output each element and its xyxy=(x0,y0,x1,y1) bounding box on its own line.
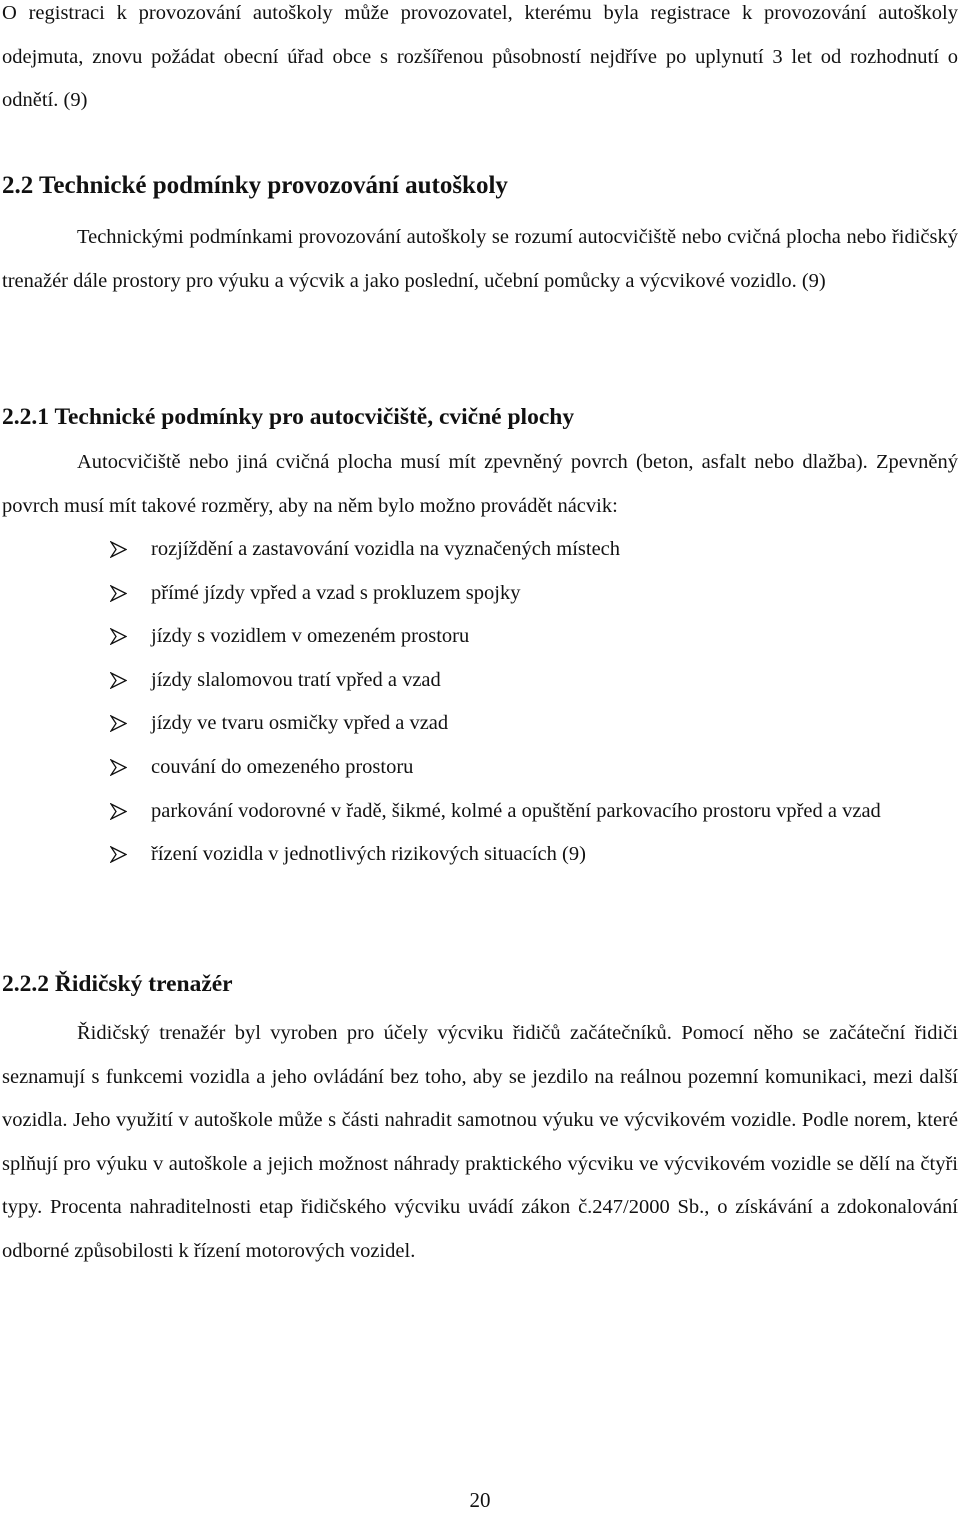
paragraph-intro: O registraci k provozování autoškoly může provozovatel, kterému byla registrace k provozování autoškoly odejmuta, znovu požádat obecní úřad obce s rozšířenou působností nejdříve po uplynutí 3 let od rozhodnutí o odnětí. (9) xyxy=(2,2,958,112)
paragraph-autocviciste: Autocvičiště nebo jiná cvičná plocha musí mít zpevněný povrch (beton, asfalt nebo dlažba). Zpevněný povrch musí mít takové rozměry, aby na něm bylo možno provádět nácvik: xyxy=(2,451,958,517)
list-item xyxy=(110,659,958,703)
list-item xyxy=(110,615,958,659)
heading-2-2: 2.2 Technické podmínky provozování autoškoly xyxy=(2,172,508,199)
page-number: 20 xyxy=(469,1488,491,1512)
list-item-text: parkování vodorovné v řadě, šikmé, kolmé a opuštění parkovacího prostoru vpřed a vzad xyxy=(151,799,881,822)
paragraph-trenazer: Řidičský trenažér byl vyroben pro účely výcviku řidičů začátečníků. Pomocí něho se začáteční řidiči seznamují s funkcemi vozidla a jeho ovládání bez toho, aby se jezdilo na reálnou pozemní komunikaci, mezi další vozidla. Jeho využití v autoškole může s části nahradit samotnou výuku ve výcvikovém vozidle. Podle norem, které splňují pro výuku v autoškole a jejich možnost náhrady praktického výcviku ve výcvikovém vozidle se dělí na čtyři typy. Procenta nahraditelnosti etap řidičského výcviku uvádí zákon č.247/2000 Sb., o získávání a zdokonalování odborné způsobilosti k řízení motorových vozidel. xyxy=(2,1022,958,1262)
arrowhead-bullet-icon xyxy=(110,846,127,863)
arrowhead-bullet-icon xyxy=(110,759,127,776)
list-item-text: jízdy s vozidlem v omezeném prostoru xyxy=(151,625,470,648)
list-item xyxy=(110,702,958,746)
list-item-text: jízdy ve tvaru osmičky vpřed a vzad xyxy=(151,712,449,735)
arrowhead-bullet-icon xyxy=(110,541,127,558)
list-item xyxy=(110,746,958,790)
list-item-text: řízení vozidla v jednotlivých rizikových situacích (9) xyxy=(151,843,586,866)
arrowhead-bullet-icon xyxy=(110,715,127,732)
list-item-text: jízdy slalomovou tratí vpřed a vzad xyxy=(151,668,441,691)
list-item xyxy=(110,790,958,834)
arrowhead-bullet-icon xyxy=(110,585,127,602)
bullet-list-training xyxy=(110,528,958,877)
list-item xyxy=(110,528,958,572)
arrowhead-bullet-icon xyxy=(110,672,127,689)
list-item-text: přímé jízdy vpřed a vzad s prokluzem spojky xyxy=(151,581,521,604)
heading-2-2-1: 2.2.1 Technické podmínky pro autocvičiště, cvičné plochy xyxy=(2,404,575,430)
list-item-text: rozjíždění a zastavování vozidla na vyznačených místech xyxy=(151,538,621,560)
arrowhead-bullet-icon xyxy=(110,628,127,645)
list-item xyxy=(110,572,958,616)
arrowhead-bullet-icon xyxy=(110,803,127,820)
heading-2-2-2: 2.2.2 Řidičský trenažér xyxy=(2,971,233,997)
list-item xyxy=(110,833,958,877)
list-item-text: couvání do omezeného prostoru xyxy=(151,755,414,778)
paragraph-technical-conditions: Technickými podmínkami provozování autoškoly se rozumí autocvičiště nebo cvičná plocha nebo řidičský trenažér dále prostory pro výuku a výcvik a jako poslední, učební pomůcky a výcvikové vozidlo. (9) xyxy=(2,226,958,292)
